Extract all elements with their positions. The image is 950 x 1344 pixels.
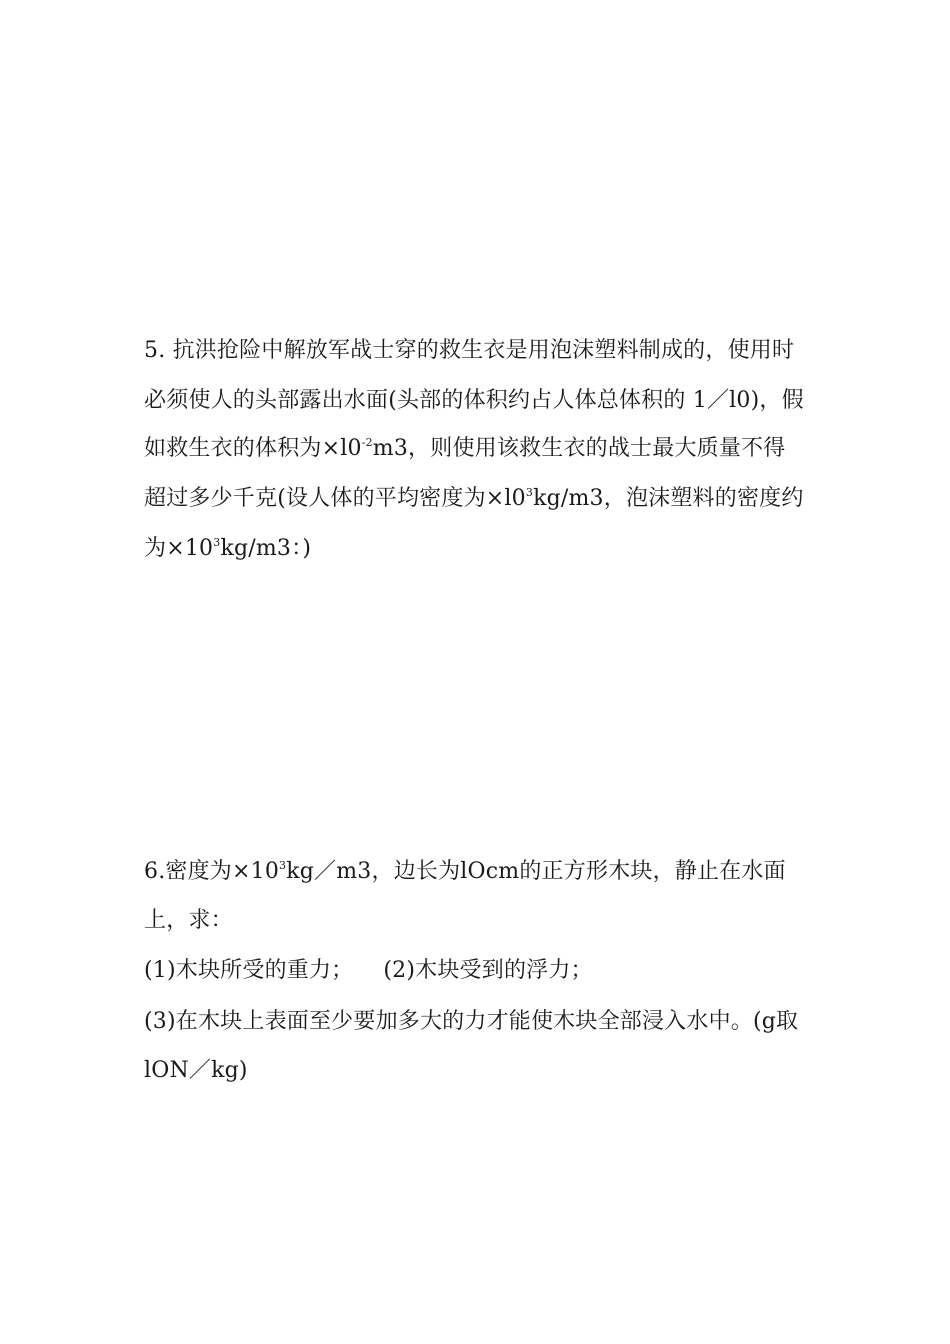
q6-line-1 xyxy=(144,857,786,887)
q5-line-2-text: 必须使人的头部露出水面(头部的体积约占人体总体积的 1／l0)，假 xyxy=(144,388,804,413)
q6-item-3: (3)在木块上表面至少要加多大的力才能使木块全部浸入水中。(g取 xyxy=(144,1009,799,1034)
q5-line-1-text: 5. 抗洪抢险中解放军战士穿的救生衣是用泡沫塑料制成的，使用时 xyxy=(144,338,795,363)
q5-line-3-text-b: m3，则使用该救生衣的战士最大质量不得 xyxy=(372,436,786,461)
q6-line-2 xyxy=(144,906,233,936)
q5-line-5-text-a: 为×10 xyxy=(144,536,214,561)
q5-line-4 xyxy=(144,484,804,514)
q5-line-4-exponent: 3 xyxy=(525,486,534,499)
q6-line-2-text: 上，求： xyxy=(144,908,233,933)
q5-line-5 xyxy=(144,534,311,564)
q5-line-1 xyxy=(144,336,794,366)
q5-line-3 xyxy=(144,434,785,464)
q6-line-4 xyxy=(144,1007,798,1037)
q5-line-5-exponent: 3 xyxy=(213,536,221,549)
q6-line-5 xyxy=(144,1056,248,1086)
q5-line-2 xyxy=(144,386,804,416)
q5-line-3-text-a: 如救生衣的体积为×l0 xyxy=(144,436,362,461)
q6-line-1-exponent: 3 xyxy=(279,859,287,872)
q6-item-1: (1)木块所受的重力； xyxy=(144,958,354,983)
q5-line-3-exponent: -2 xyxy=(361,436,373,449)
q5-line-4-text-a: 超过多少千克(设人体的平均密度为×l0 xyxy=(144,486,526,511)
q6-line-3 xyxy=(144,956,593,986)
q6-item-2: (2)木块受到的浮力； xyxy=(383,958,593,983)
q6-line-1-text-b: kg／m3，边长为lOcm的正方形木块，静止在水面 xyxy=(286,859,786,884)
q5-line-5-text-b: kg/m3：) xyxy=(220,536,312,561)
q5-line-4-text-b: kg/m3，泡沫塑料的密度约 xyxy=(533,486,804,511)
q6-line-5-text: lON／kg) xyxy=(144,1058,248,1083)
q6-line-1-text-a: 6.密度为×10 xyxy=(144,859,280,884)
